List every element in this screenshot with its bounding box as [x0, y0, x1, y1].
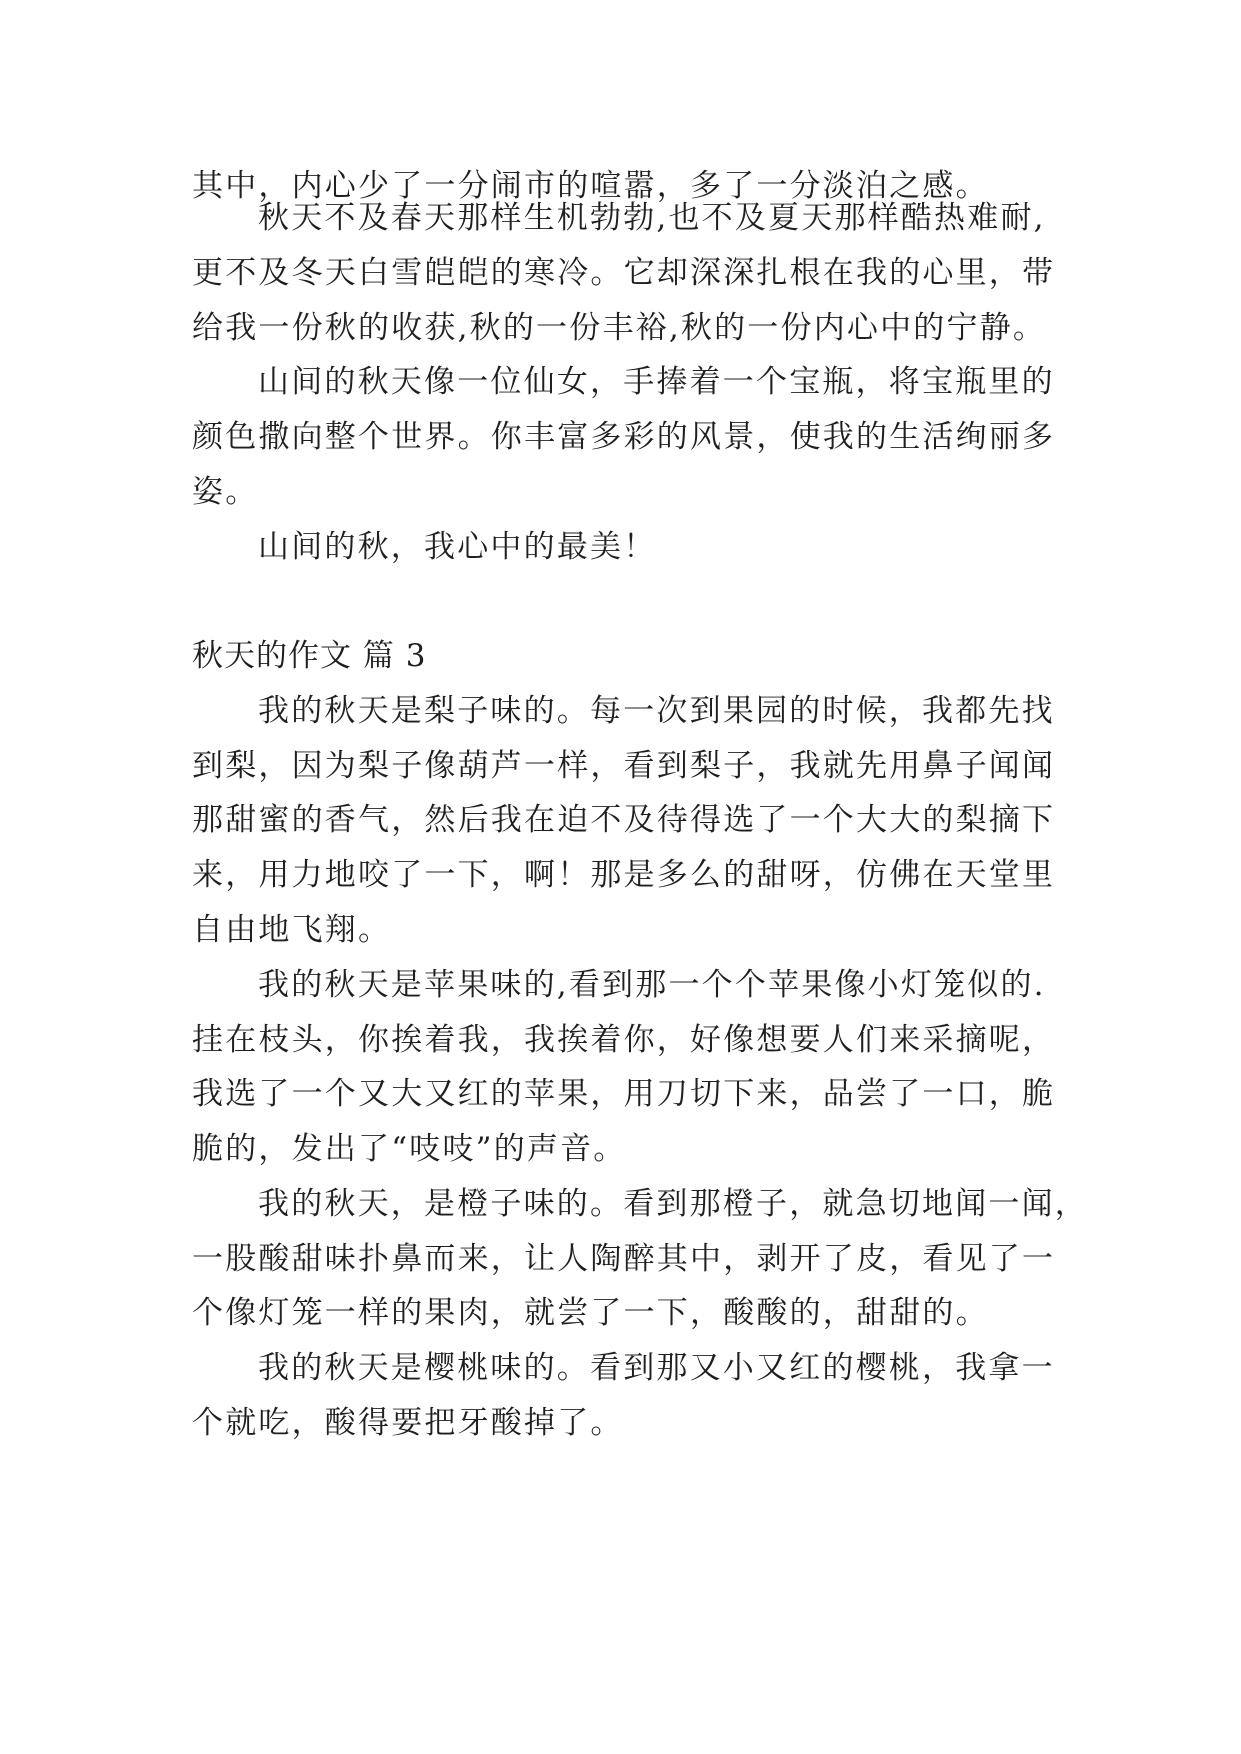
text-line: 那甜蜜的香气，然后我在迫不及待得选了一个大大的梨摘下 — [192, 802, 1056, 838]
text-line: 山间的秋，我心中的最美！ — [258, 529, 657, 565]
text-line: 我的秋天是梨子味的。每一次到果园的时候，我都先找 — [258, 693, 1055, 729]
text-line: 更不及冬天白雪皑皑的寒冷。它却深深扎根在我的心里，带 — [192, 255, 1056, 291]
text-line: 个像灯笼一样的果肉，就尝了一下，酸酸的，甜甜的。 — [192, 1295, 989, 1331]
text-line: 颜色撒向整个世界。你丰富多彩的风景，使我的生活绚丽多 — [192, 419, 1056, 455]
text-line: 我选了一个又大又红的苹果，用刀切下来，品尝了一口，脆 — [192, 1076, 1056, 1112]
text-line: 我的秋天是樱桃味的。看到那又小又红的樱桃，我拿一 — [258, 1350, 1055, 1386]
text-line: 给我一份秋的收获,秋的一份丰裕,秋的一份内心中的宁静。 — [192, 310, 1047, 346]
text-line: 姿。 — [192, 474, 259, 510]
text-line: 个就吃，酸得要把牙酸掉了。 — [192, 1405, 624, 1441]
text-line: 脆的，发出了“吱吱”的声音。 — [192, 1131, 627, 1167]
text-line: 挂在枝头，你挨着我，我挨着你，好像想要人们来采摘呢， — [192, 1022, 1056, 1058]
text-line: 其中，内心少了一分闹市的喧嚣，多了一分淡泊之感。 — [192, 168, 989, 204]
text-line: 自由地飞翔。 — [192, 912, 392, 948]
text-line: 到梨，因为梨子像葫芦一样，看到梨子，我就先用鼻子闻闻 — [192, 748, 1056, 784]
text-line: 山间的秋天像一位仙女，手捧着一个宝瓶，将宝瓶里的 — [258, 364, 1055, 400]
text-line: 来，用力地咬了一下，啊！那是多么的甜呀，仿佛在天堂里 — [192, 857, 1056, 893]
section-heading: 秋天的作文 篇 3 — [192, 638, 427, 674]
text-line: 秋天不及春天那样生机勃勃,也不及夏天那样酷热难耐, — [258, 200, 1046, 236]
text-line: 一股酸甜味扑鼻而来，让人陶醉其中，剥开了皮，看见了一 — [192, 1241, 1056, 1277]
text-line: 我的秋天是苹果味的,看到那一个个苹果像小灯笼似的. — [258, 967, 1046, 1003]
text-line: 我的秋天，是橙子味的。看到那橙子，就急切地闻一闻， — [258, 1186, 1088, 1222]
